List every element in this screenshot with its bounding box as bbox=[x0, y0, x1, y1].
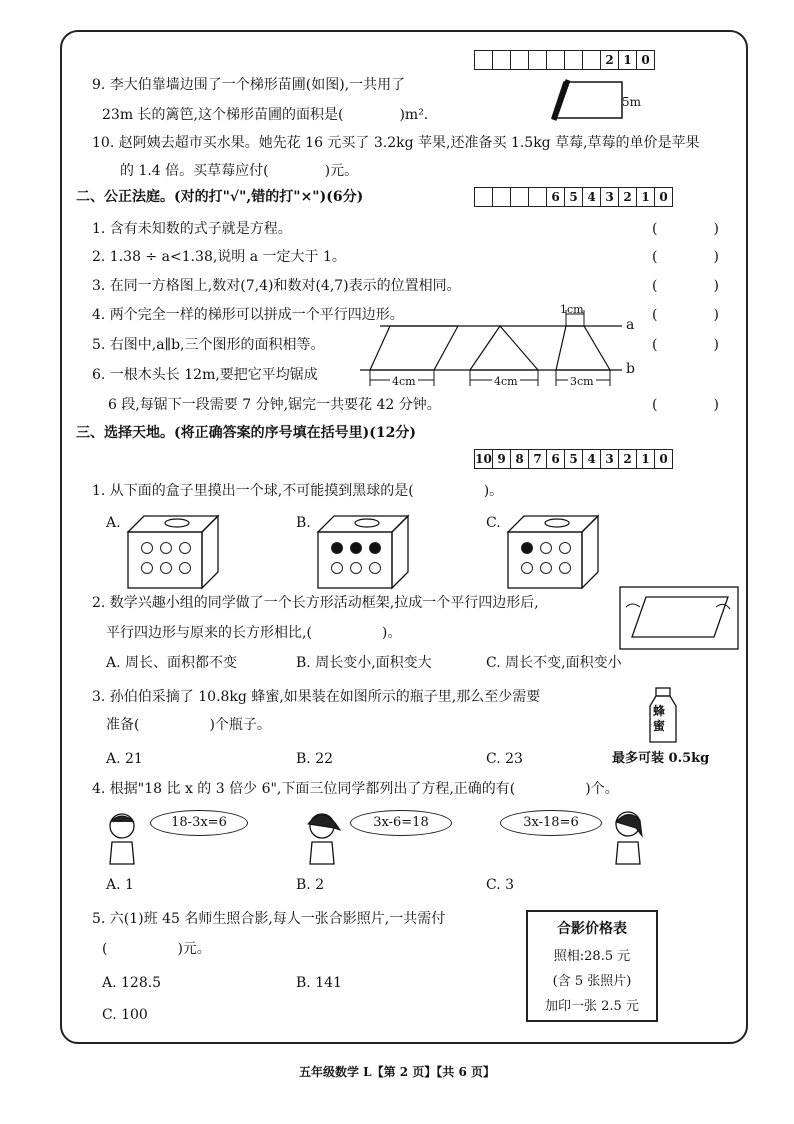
tf-answer-4[interactable]: ( ) bbox=[652, 307, 719, 323]
equation-bubble-3: 3x-18=6 bbox=[500, 810, 602, 836]
mc-q1-option-b[interactable]: B. bbox=[296, 515, 311, 531]
mc-q2-option-b[interactable]: B. 周长变小,面积变大 bbox=[296, 655, 432, 671]
ball-white bbox=[350, 562, 362, 574]
mc-q3-option-b[interactable]: B. 22 bbox=[296, 751, 334, 767]
section2-score-box: 6 5 4 3 2 1 0 bbox=[474, 187, 673, 207]
page-footer: 五年级数学 L【第 2 页】【共 6 页】 bbox=[298, 1065, 496, 1079]
q9-score-box: 2 1 0 bbox=[474, 50, 655, 70]
equation-bubble-2: 3x-6=18 bbox=[350, 810, 452, 836]
mc-q2-line2: 平行四边形与原来的长方形相比,( )。 bbox=[106, 625, 402, 641]
tf-item-6: 6. 一根木头长 12m,要把它平均锯成 bbox=[92, 367, 318, 383]
q10-line2: 的 1.4 倍。买草莓应付( )元。 bbox=[120, 163, 359, 179]
fig-1cm-label: 1cm bbox=[560, 303, 584, 316]
tf-answer-5[interactable]: ( ) bbox=[652, 337, 719, 353]
q9-line1: 9. 李大伯靠墙边围了一个梯形苗圃(如图),一共用了 bbox=[92, 77, 406, 93]
ball-black bbox=[331, 542, 343, 554]
ball-black bbox=[521, 542, 533, 554]
section2-title: 二、公正法庭。(对的打"√",错的打"×")(6分) bbox=[76, 189, 364, 205]
tf-item-4: 4. 两个完全一样的梯形可以拼成一个平行四边形。 bbox=[92, 307, 404, 323]
fig-width-3: 3cm bbox=[568, 373, 596, 391]
tf-item-1: 1. 含有未知数的式子就是方程。 bbox=[92, 221, 292, 237]
bottle-capacity: 最多可装 0.5kg bbox=[612, 751, 710, 766]
mc-q5-line2: ( )元。 bbox=[102, 941, 211, 957]
photo-price-table bbox=[526, 910, 658, 1022]
price-table-row: 照相:28.5 元 bbox=[553, 949, 631, 964]
mc-q1-option-a[interactable]: A. bbox=[106, 515, 121, 531]
mc-q4-option-b[interactable]: B. 2 bbox=[296, 877, 325, 893]
honey-bottle-label: 蜂蜜 bbox=[653, 704, 666, 733]
tf-answer-3[interactable]: ( ) bbox=[652, 278, 719, 294]
price-table-title: 合影价格表 bbox=[557, 921, 627, 937]
student-1-icon bbox=[102, 810, 142, 866]
mc-q4-option-a[interactable]: A. 1 bbox=[106, 877, 134, 893]
mc-q1-text: 1. 从下面的盒子里摸出一个球,不可能摸到黑球的是( )。 bbox=[92, 483, 504, 499]
student-2-icon bbox=[300, 808, 344, 866]
mc-q2-line1: 2. 数学兴趣小组的同学做了一个长方形活动框架,拉成一个平行四边形后, bbox=[92, 595, 539, 611]
mc-q3-option-c[interactable]: C. 23 bbox=[486, 751, 523, 767]
mc-q5-option-a[interactable]: A. 128.5 bbox=[102, 975, 162, 991]
ball-white bbox=[540, 542, 552, 554]
tf-item-3: 3. 在同一方格图上,数对(7,4)和数对(4,7)表示的位置相同。 bbox=[92, 278, 461, 294]
ball-box-a bbox=[124, 512, 220, 590]
ball-white bbox=[331, 562, 343, 574]
fig-line-a-label: a bbox=[626, 317, 635, 333]
section3-title: 三、选择天地。(将正确答案的序号填在括号里)(12分) bbox=[76, 425, 416, 441]
ball-white bbox=[179, 562, 191, 574]
price-table-row: 加印一张 2.5 元 bbox=[545, 999, 639, 1014]
q9-line2: 23m 长的篱笆,这个梯形苗圃的面积是( )m². bbox=[102, 107, 429, 123]
tf-answer-1[interactable]: ( ) bbox=[652, 221, 719, 237]
mc-q4-option-c[interactable]: C. 3 bbox=[486, 877, 515, 893]
ball-white bbox=[521, 562, 533, 574]
mc-q4-text: 4. 根据"18 比 x 的 3 倍少 6",下面三位同学都列出了方程,正确的有( )个。 bbox=[92, 781, 619, 797]
rectangle-to-parallelogram-figure bbox=[618, 585, 740, 651]
tf-item-2: 2. 1.38 ÷ a<1.38,说明 a 一定大于 1。 bbox=[92, 249, 346, 265]
ball-white bbox=[559, 542, 571, 554]
student-3-icon bbox=[608, 806, 648, 866]
tf-answer-6[interactable]: ( ) bbox=[652, 397, 719, 413]
ball-white bbox=[559, 562, 571, 574]
q9-side-label: 5m bbox=[622, 95, 642, 109]
section3-score-box: 10 9 8 7 6 5 4 3 2 1 0 bbox=[474, 449, 673, 469]
mc-q5-line1: 5. 六(1)班 45 名师生照合影,每人一张合影照片,一共需付 bbox=[92, 911, 446, 927]
ball-white bbox=[540, 562, 552, 574]
ball-white bbox=[160, 562, 172, 574]
mc-q1-option-c[interactable]: C. bbox=[486, 515, 501, 531]
fig-width-2: 4cm bbox=[492, 373, 520, 391]
mc-q3-line1: 3. 孙伯伯采摘了 10.8kg 蜂蜜,如果装在如图所示的瓶子里,那么至少需要 bbox=[92, 689, 541, 705]
ball-white bbox=[160, 542, 172, 554]
tf-item-6-line2: 6 段,每锯下一段需要 7 分钟,锯完一共要花 42 分钟。 bbox=[108, 397, 441, 413]
equation-bubble-1: 18-3x=6 bbox=[150, 810, 248, 836]
fig-width-1: 4cm bbox=[390, 373, 418, 391]
mc-q3-option-a[interactable]: A. 21 bbox=[106, 751, 143, 767]
ball-white bbox=[141, 562, 153, 574]
ball-box-c bbox=[504, 512, 600, 590]
ball-white bbox=[179, 542, 191, 554]
fig-line-b-label: b bbox=[626, 361, 635, 377]
q10-line1: 10. 赵阿姨去超市买水果。她先花 16 元买了 3.2kg 苹果,还准备买 1.5kg 草莓,草莓的单价是苹果 bbox=[92, 135, 700, 151]
ball-black bbox=[350, 542, 362, 554]
mc-q3-line2: 准备( )个瓶子。 bbox=[106, 717, 271, 733]
ball-white bbox=[369, 562, 381, 574]
ball-box-b bbox=[314, 512, 410, 590]
mc-q5-option-c[interactable]: C. 100 bbox=[102, 1007, 148, 1023]
tf-answer-2[interactable]: ( ) bbox=[652, 249, 719, 265]
ball-black bbox=[369, 542, 381, 554]
mc-q2-option-a[interactable]: A. 周长、面积都不变 bbox=[106, 655, 238, 671]
price-table-row: (含 5 张照片) bbox=[552, 974, 632, 989]
mc-q2-option-c[interactable]: C. 周长不变,面积变小 bbox=[486, 655, 622, 671]
ball-white bbox=[141, 542, 153, 554]
tf-item-5: 5. 右图中,a∥b,三个图形的面积相等。 bbox=[92, 337, 325, 353]
mc-q5-option-b[interactable]: B. 141 bbox=[296, 975, 342, 991]
